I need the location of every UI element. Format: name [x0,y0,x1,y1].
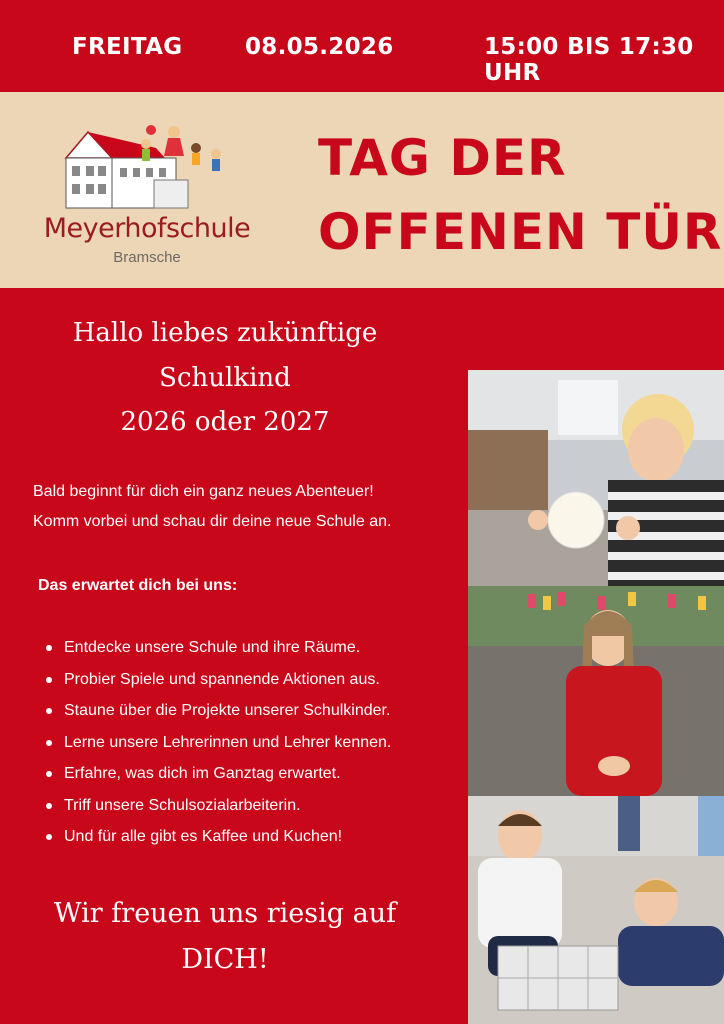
school-name: Meyerhofschule [43,213,251,244]
bullet-icon [46,645,52,651]
event-date: 08.05.2026 [245,34,394,60]
expect-heading: Das erwartet dich bei uns: [38,577,238,594]
closing-line-2: DICH! [181,944,269,975]
school-town: Bramsche [113,249,181,266]
list-item: Erfahre, was dich im Ganztag erwartet. [46,764,391,796]
bullet-icon [46,740,52,746]
title-line-1: TAG DER [318,129,567,187]
list-item: Und für alle gibt es Kaffee und Kuchen! [46,827,391,859]
greeting-line-3: 2026 oder 2027 [120,407,330,437]
intro-line-1: Bald beginnt für dich ein ganz neues Abenteuer! [33,483,374,500]
photo-child-with-craft [468,370,724,586]
title-line-2: OFFENEN TÜR [318,203,723,261]
greeting-line-1: Hallo liebes zukünftige [72,318,378,348]
greeting-line-2: Schulkind [159,363,291,393]
closing-line-1: Wir freuen uns riesig auf [53,898,397,929]
school-building-with-children-logo-icon [36,118,276,268]
event-day: FREITAG [72,34,183,60]
photo-boys-playing [468,796,724,1024]
expect-list [46,638,391,859]
bullet-icon [46,708,52,714]
photo-girl-outdoor [468,586,724,796]
bullet-icon [46,771,52,777]
list-item: Entdecke unsere Schule und ihre Räume. [46,638,391,670]
event-time: 15:00 BIS 17:30 UHR [484,34,694,86]
bullet-icon [46,803,52,809]
bullet-icon [46,834,52,840]
bullet-icon [46,677,52,683]
top-bar [0,0,724,92]
list-item: Probier Spiele und spannende Aktionen aus. [46,670,391,702]
list-item: Triff unsere Schulsozialarbeiterin. [46,796,391,828]
list-item: Lerne unsere Lehrerinnen und Lehrer kennen. [46,733,391,765]
intro-line-2: Komm vorbei und schau dir deine neue Schule an. [33,513,392,530]
list-item: Staune über die Projekte unserer Schulkinder. [46,701,391,733]
